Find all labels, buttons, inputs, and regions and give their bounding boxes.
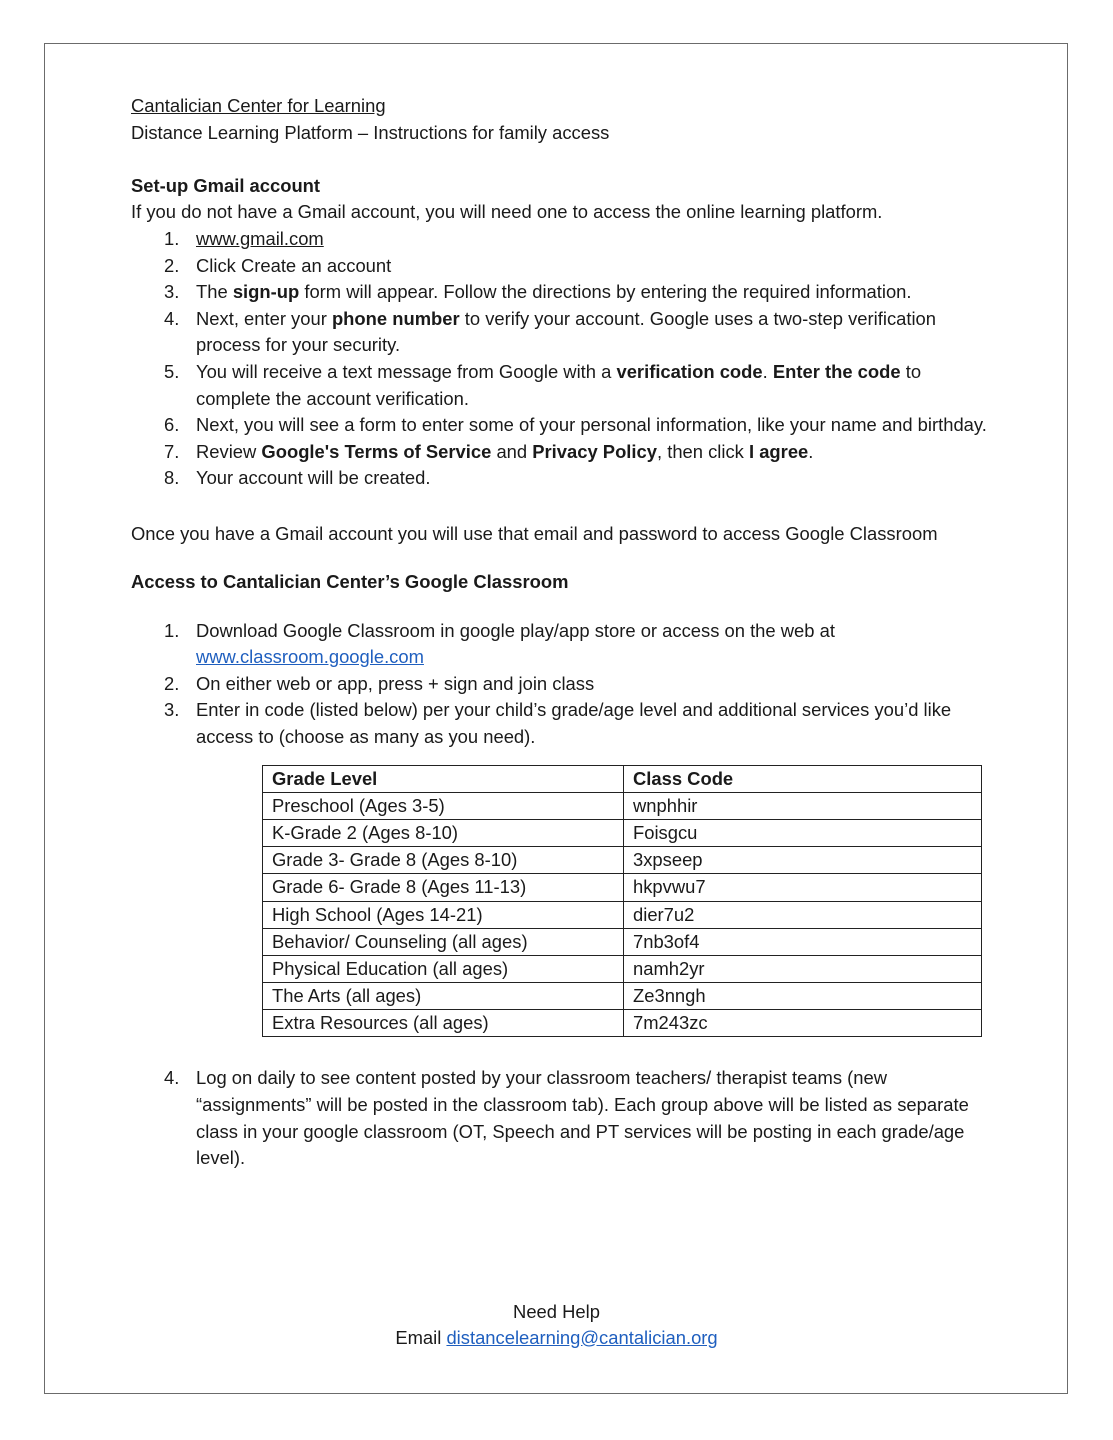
table-header-row [263, 765, 982, 792]
code-cell: Ze3nngh [624, 983, 982, 1010]
table-row [263, 955, 982, 982]
gmail-step-6: 6. Next, you will see a form to enter some of your personal information, like your name and birthday. [164, 414, 987, 436]
gmail-step-2: 2. Click Create an account [164, 254, 392, 276]
help-email-link[interactable]: distancelearning@cantalician.org [446, 1326, 718, 1348]
grade-cell: Extra Resources (all ages) [263, 1010, 624, 1037]
org-name: Cantalician Center for Learning [131, 95, 386, 116]
table-row [263, 901, 982, 928]
gmail-step-4: 4. Next, enter your phone number to verify your account. Google uses a two-step verification process for your security. [164, 307, 937, 356]
table-row [263, 874, 982, 901]
help-email-line: Email distancelearning@cantalician.org [395, 1326, 718, 1348]
code-cell: dier7u2 [624, 901, 982, 928]
code-cell: 7nb3of4 [624, 928, 982, 955]
grade-cell: K-Grade 2 (Ages 8-10) [263, 819, 624, 846]
grade-level-header: Grade Level [263, 765, 624, 792]
grade-cell: Grade 3- Grade 8 (Ages 8-10) [263, 847, 624, 874]
grade-cell: The Arts (all ages) [263, 983, 624, 1010]
classroom-step-2: 2. On either web or app, press + sign and join class [164, 672, 595, 694]
help-footer [0, 1299, 1113, 1350]
classroom-step-1: 1. Download Google Classroom in google play/app store or access on the web at www.classroom.google.com [164, 619, 835, 668]
gmail-closing: Once you have a Gmail account you will use that email and password to access Google Classroom [131, 522, 938, 544]
need-help-label: Need Help [513, 1301, 600, 1322]
gmail-step-1: 1. www.gmail.com [164, 227, 324, 249]
table-row [263, 928, 982, 955]
classroom-steps-list-continued [131, 1065, 991, 1171]
gmail-step-7: 7. Review Google's Terms of Service and Privacy Policy, then click I agree. [164, 440, 814, 462]
gmail-link[interactable]: www.gmail.com [196, 227, 324, 249]
classroom-step-3: 3. Enter in code (listed below) per your child’s grade/age level and additional services you’d like access to (choose as many as you need). [164, 699, 952, 747]
code-cell: namh2yr [624, 955, 982, 982]
table-row [263, 983, 982, 1010]
code-cell: wnphhir [624, 792, 982, 819]
classroom-steps-list [131, 618, 991, 751]
grade-cell: Grade 6- Grade 8 (Ages 11-13) [263, 874, 624, 901]
code-cell: Foisgcu [624, 819, 982, 846]
grade-cell: Physical Education (all ages) [263, 955, 624, 982]
classroom-step-4: 4. Log on daily to see content posted by your classroom teachers/ therapist teams (new “assignments” will be posted in the classroom tab). Each group above will be listed as separate class in your google classroom (OT, Speech and PT services will be posting in each grade/age level). [164, 1067, 969, 1169]
class-code-header: Class Code [624, 765, 982, 792]
document-body [131, 93, 991, 1172]
gmail-step-3: 3. The sign-up form will appear. Follow the directions by entering the required information. [164, 281, 912, 303]
gmail-intro: If you do not have a Gmail account, you will need one to access the online learning platform. [131, 201, 883, 223]
table-row [263, 847, 982, 874]
table-row [263, 792, 982, 819]
gmail-step-8: 8. Your account will be created. [164, 467, 431, 489]
grade-cell: Behavior/ Counseling (all ages) [263, 928, 624, 955]
table-row [263, 1010, 982, 1037]
classroom-link[interactable]: www.classroom.google.com [196, 646, 424, 668]
code-cell: 7m243zc [624, 1010, 982, 1037]
code-cell: 3xpseep [624, 847, 982, 874]
grade-cell: High School (Ages 14-21) [263, 901, 624, 928]
gmail-section-title: Set-up Gmail account [131, 174, 321, 196]
code-cell: hkpvwu7 [624, 874, 982, 901]
classroom-section-title: Access to Cantalician Center’s Google Classroom [131, 571, 569, 592]
table-row [263, 819, 982, 846]
gmail-step-5: 5. You will receive a text message from Google with a verification code. Enter the code to complete the account verification. [164, 360, 922, 409]
gmail-steps-list [131, 226, 991, 492]
class-code-table [262, 765, 982, 1038]
grade-cell: Preschool (Ages 3-5) [263, 792, 624, 819]
document-subtitle: Distance Learning Platform – Instructions for family access [131, 121, 610, 143]
